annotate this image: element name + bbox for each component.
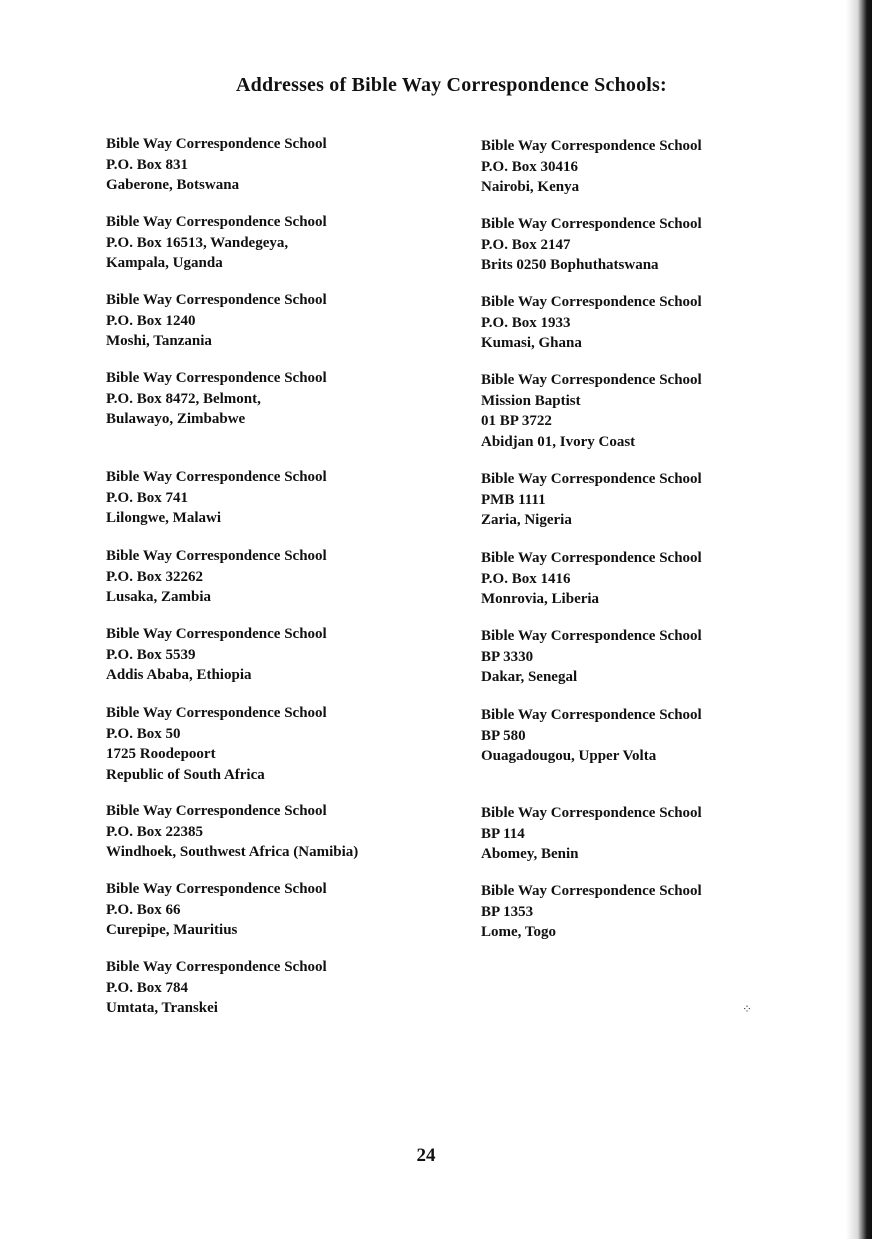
address-block — [106, 212, 426, 274]
address-block — [106, 801, 426, 863]
address-line: P.O. Box 1240 — [106, 312, 196, 329]
address-block — [106, 290, 426, 352]
address-line: P.O. Box 8472, Belmont, — [106, 390, 261, 407]
address-line: Brits 0250 Bophuthatswana — [481, 257, 659, 273]
address-line: P.O. Box 66 — [106, 901, 181, 918]
address-line: Monrovia, Liberia — [481, 591, 600, 607]
address-block — [106, 368, 426, 430]
address-line: Bible Way Correspondence School — [106, 214, 327, 230]
address-block — [481, 548, 781, 610]
address-line: Bible Way Correspondence School — [481, 628, 702, 644]
address-line: P.O. Box 1933 — [481, 314, 571, 331]
address-line: Windhoek, Southwest Africa (Namibia) — [106, 844, 359, 860]
address-block — [106, 624, 426, 686]
address-line: P.O. Box 32262 — [106, 568, 203, 585]
address-block — [481, 705, 781, 767]
address-line: Bible Way Correspondence School — [106, 959, 327, 975]
address-line: PMB 1111 — [481, 491, 546, 508]
address-line: BP 1353 — [481, 903, 534, 920]
address-line: Bible Way Correspondence School — [481, 294, 702, 310]
address-line: P.O. Box 741 — [106, 489, 188, 506]
address-line: Kampala, Uganda — [106, 255, 223, 271]
address-line: P.O. Box 30416 — [481, 158, 578, 175]
address-line: Nairobi, Kenya — [481, 179, 580, 195]
address-line: Bible Way Correspondence School — [481, 805, 702, 821]
address-line: Abomey, Benin — [481, 846, 579, 862]
address-line: Abidjan 01, Ivory Coast — [481, 433, 636, 450]
address-block — [106, 134, 426, 196]
address-line: Bible Way Correspondence School — [106, 548, 327, 564]
scan-smudge: ⁘ — [742, 1002, 753, 1016]
address-line: Kumasi, Ghana — [481, 335, 582, 351]
address-line: P.O. Box 50 — [106, 725, 181, 742]
address-line: Dakar, Senegal — [481, 669, 578, 685]
address-line: Zaria, Nigeria — [481, 512, 572, 528]
address-line: Lusaka, Zambia — [106, 589, 212, 605]
address-line: Bible Way Correspondence School — [481, 550, 702, 566]
address-line: Bible Way Correspondence School — [106, 370, 327, 386]
address-line: Bible Way Correspondence School — [481, 707, 702, 723]
address-line: BP 580 — [481, 727, 526, 744]
address-line: Republic of South Africa — [106, 766, 265, 783]
address-line: P.O. Box 1416 — [481, 570, 571, 587]
address-line: Bible Way Correspondence School — [106, 626, 327, 642]
scanned-page-edge — [846, 0, 872, 1239]
address-line: Addis Ababa, Ethiopia — [106, 667, 252, 683]
address-block — [106, 957, 426, 1019]
address-line: Gaberone, Botswana — [106, 177, 240, 193]
address-line: BP 114 — [481, 825, 525, 842]
address-block — [106, 467, 426, 529]
page-number: 24 — [416, 1145, 436, 1166]
address-block — [106, 703, 426, 785]
address-block — [481, 803, 781, 865]
address-block — [481, 881, 781, 943]
address-line: P.O. Box 784 — [106, 979, 188, 996]
address-line: Moshi, Tanzania — [106, 333, 212, 349]
address-line: Umtata, Transkei — [106, 1000, 218, 1016]
address-block — [481, 292, 781, 354]
address-line: 01 BP 3722 — [481, 413, 552, 429]
address-line: Bible Way Correspondence School — [106, 803, 327, 819]
address-line: Bible Way Correspondence School — [106, 469, 327, 485]
address-line: Bible Way Correspondence School — [481, 138, 702, 154]
address-line: Bible Way Correspondence School — [106, 881, 327, 897]
address-block — [481, 626, 781, 688]
address-line: Curepipe, Mauritius — [106, 922, 238, 938]
address-line: Bible Way Correspondence School — [481, 883, 702, 899]
address-line: Bible Way Correspondence School — [481, 216, 702, 232]
address-line: Mission Baptist — [481, 392, 581, 409]
address-line: P.O. Box 831 — [106, 156, 188, 173]
address-block — [106, 546, 426, 608]
address-block — [481, 136, 781, 198]
address-line: Bible Way Correspondence School — [106, 292, 327, 308]
address-line: Bible Way Correspondence School — [106, 136, 327, 152]
address-line: P.O. Box 16513, Wandegeya, — [106, 234, 289, 251]
page-title: Addresses of Bible Way Correspondence Schools: — [236, 74, 667, 96]
address-line: P.O. Box 2147 — [481, 236, 571, 253]
address-line: Lilongwe, Malawi — [106, 510, 221, 526]
address-line: 1725 Roodepoort — [106, 746, 216, 762]
address-line: Bulawayo, Zimbabwe — [106, 411, 246, 427]
address-block — [481, 370, 781, 452]
address-line: Ouagadougou, Upper Volta — [481, 748, 657, 764]
address-line: BP 3330 — [481, 648, 534, 665]
address-line: P.O. Box 5539 — [106, 646, 196, 663]
address-line: P.O. Box 22385 — [106, 823, 203, 840]
address-block — [481, 469, 781, 531]
address-line: Bible Way Correspondence School — [481, 372, 702, 388]
address-block — [106, 879, 426, 941]
address-block — [481, 214, 781, 276]
address-line: Bible Way Correspondence School — [106, 705, 327, 721]
address-line: Bible Way Correspondence School — [481, 471, 702, 487]
address-line: Lome, Togo — [481, 924, 557, 940]
